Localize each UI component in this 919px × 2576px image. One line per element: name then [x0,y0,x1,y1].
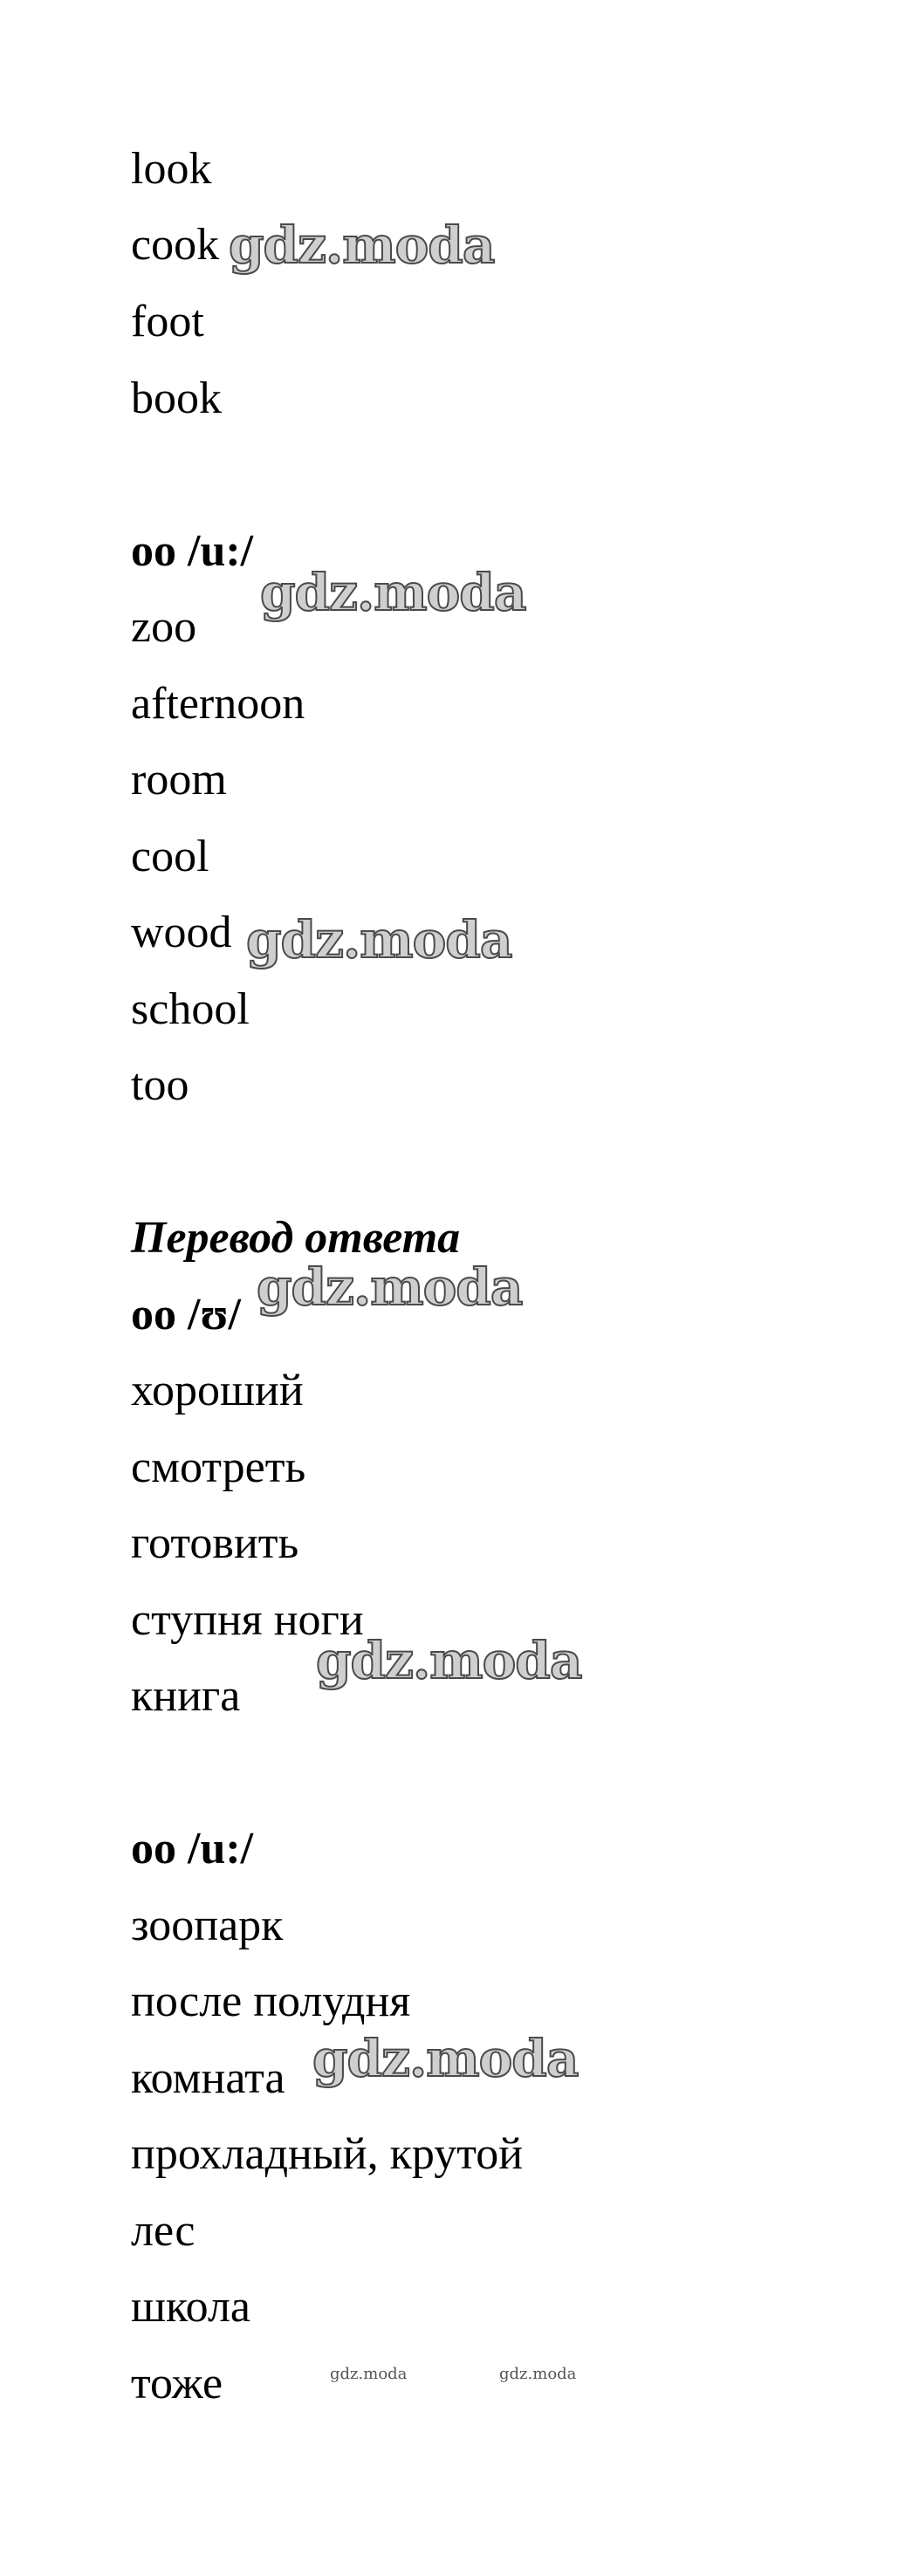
word-kniga: книга [131,1671,241,1721]
word-afternoon: afternoon [131,679,305,729]
section-heading-ru-short: oo /ʊ/ [131,1290,241,1339]
word-foot: foot [131,297,204,346]
word-stupnya-nogi: ступня ноги [131,1595,364,1645]
word-school: school [131,984,250,1034]
word-look: look [131,144,212,194]
watermark-small: gdz.moda [330,2365,408,2383]
word-room: room [131,755,227,805]
watermark-logo: gdz.moda [260,563,526,622]
word-wood: wood [131,908,232,957]
word-les: лес [131,2206,195,2256]
watermark-logo: gdz.moda [316,1631,582,1690]
word-gotovit: готовить [131,1518,299,1568]
watermark-logo: gdz.moda [229,216,495,275]
word-prohladniy: прохладный, крутой [131,2129,524,2179]
word-shkola: школа [131,2282,251,2332]
section-heading-ru-long: oo /u:/ [131,1824,254,1874]
section-heading-oo-long: oo /u:/ [131,526,254,576]
watermark-logo: gdz.moda [257,1257,523,1317]
watermark-logo: gdz.moda [246,910,512,969]
word-komnata: комната [131,2053,285,2103]
word-smotret: смотреть [131,1442,306,1492]
word-cook: cook [131,220,220,270]
word-tozhe: тоже [131,2359,223,2408]
word-cool: cool [131,832,209,881]
watermark-small: gdz.moda [499,2365,577,2383]
word-zoo: zoo [131,602,197,652]
watermark-logo: gdz.moda [312,2029,579,2088]
word-too: too [131,1060,189,1110]
word-zoopark: зоопарк [131,1901,284,1950]
word-posle-poludnya: после полудня [131,1977,411,2026]
word-horoshiy: хороший [131,1366,304,1415]
translation-heading: Перевод ответа [131,1213,461,1263]
word-book: book [131,373,222,423]
